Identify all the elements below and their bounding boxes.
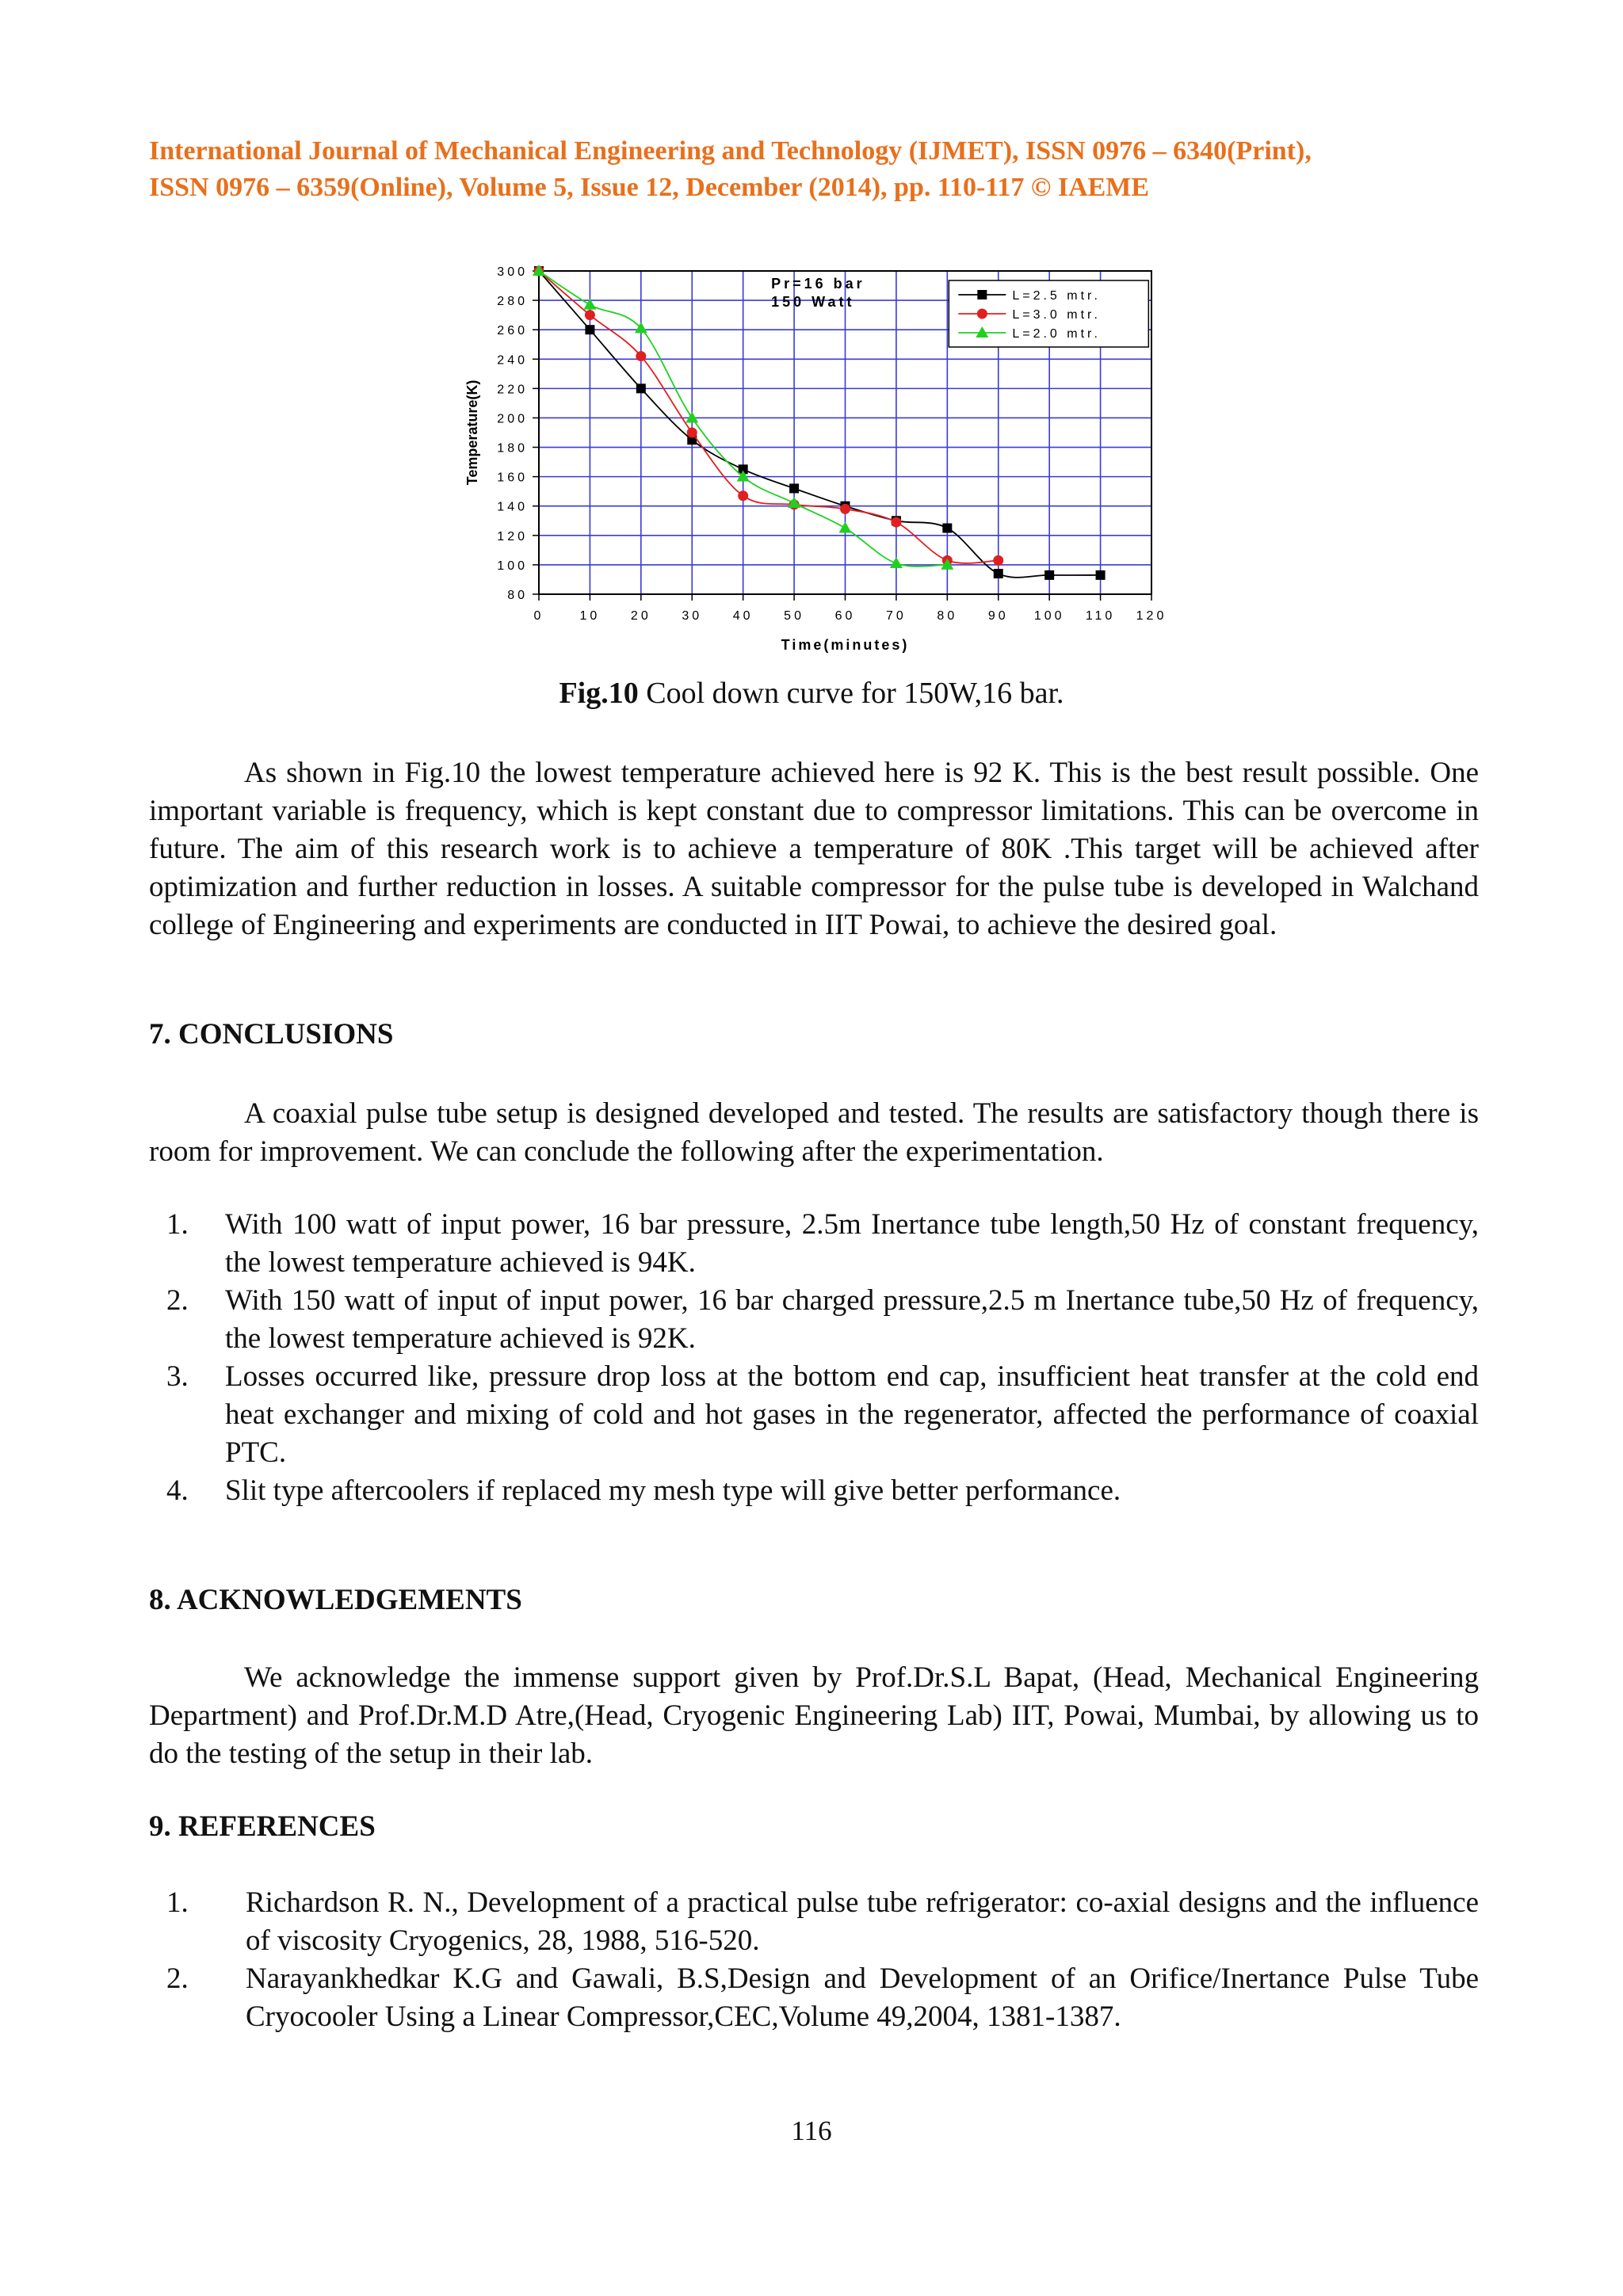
data-point-series-1 <box>789 483 799 493</box>
figure-label: Fig.10 <box>559 677 639 710</box>
chart-annotation: 150 Watt <box>771 294 855 310</box>
y-tick-label: 160 <box>497 471 528 485</box>
data-point-series-1 <box>942 524 952 533</box>
legend-label: L=2.0 mtr. <box>1012 327 1101 341</box>
data-point-series-2 <box>738 490 748 501</box>
list-item: 1. With 100 watt of input power, 16 bar pressure, 2.5m Inertance tube length,50 Hz of constant frequency, the lowest temperature achieved is 94K. <box>166 1208 1479 1279</box>
section-acknowledgements-title: 8. ACKNOWLEDGEMENTS <box>149 1584 522 1616</box>
y-tick-label: 120 <box>497 529 528 543</box>
data-point-series-2 <box>891 517 901 528</box>
x-tick-label: 110 <box>1085 609 1116 623</box>
list-item: 3. Losses occurred like, pressure drop loss at the bottom end cap, insufficient heat transfer at the cold end heat exchanger and mixing of cold and hot gases in the regenerator, affected the performance of coaxial PTC. <box>166 1360 1479 1469</box>
result-paragraph: As shown in Fig.10 the lowest temperature achieved here is 92 K. This is the best result possible. One important variable is frequency, which is kept constant due to compressor limitations. This can be overcome in future. The aim of this research work is to achieve a temperature of 80K .This target will be achieved after optimization and further reduction in losses. A suitable compressor for the pulse tube is developed in Walchand college of Engineering and experiments are conducted in IIT Powai, to achieve the desired goal. <box>149 757 1479 941</box>
data-point-series-1 <box>1096 570 1106 580</box>
y-tick-label: 100 <box>497 559 528 573</box>
data-point-series-2 <box>687 428 697 438</box>
data-point-series-2 <box>993 555 1003 566</box>
data-point-series-2 <box>585 310 595 320</box>
y-tick-label: 220 <box>497 383 528 397</box>
data-point-series-3 <box>890 557 903 568</box>
y-tick-label: 140 <box>497 500 528 514</box>
data-point-series-2 <box>840 504 850 514</box>
acknowledgement-paragraph: We acknowledge the immense support given by Prof.Dr.S.L Bapat, (Head, Mechanical Engineering Department) and Prof.Dr.M.D Atre,(Head, Cryogenic Engineering Lab) IIT, Powai, Mumbai, by allowing us to do the testing of the setup in their lab. <box>149 1661 1479 1770</box>
data-point-series-1 <box>994 569 1003 578</box>
x-tick-label: 50 <box>784 609 804 623</box>
x-tick-label: 90 <box>987 609 1009 623</box>
legend-marker <box>977 290 987 299</box>
section-references-title: 9. REFERENCES <box>149 1810 376 1843</box>
chart-svg <box>444 254 1205 666</box>
x-tick-label: 0 <box>533 609 544 623</box>
list-item: 1. Richardson R. N., Development of a practical pulse tube refrigerator: co-axial designs and the influence of viscosity Cryogenics, 28, 1988, 516-520. <box>166 1886 1479 1957</box>
x-tick-label: 20 <box>630 609 651 623</box>
x-tick-label: 40 <box>732 609 754 623</box>
y-tick-label: 280 <box>497 295 528 309</box>
legend-label: L=2.5 mtr. <box>1012 289 1101 303</box>
x-tick-label: 120 <box>1136 609 1167 623</box>
conclusions-intro: A coaxial pulse tube setup is designed developed and tested. The results are satisfactory though there is room for improvement. We can conclude the following after the experimentation. <box>149 1097 1479 1168</box>
x-tick-label: 30 <box>682 609 703 623</box>
y-tick-label: 180 <box>497 441 528 456</box>
conclusions-list <box>149 1206 1479 1510</box>
cooldown-chart <box>444 254 1205 666</box>
y-axis-label: Temperature(K) <box>464 379 480 486</box>
x-tick-label: 100 <box>1033 609 1065 623</box>
y-tick-label: 200 <box>497 412 528 426</box>
x-tick-label: 80 <box>937 609 958 623</box>
list-item: 2. Narayankhedkar K.G and Gawali, B.S,Design and Development of an Orifice/Inertance Pulse Tube Cryocooler Using a Linear Compressor,CEC,Volume 49,2004, 1381-1387. <box>166 1962 1479 2033</box>
figure-caption <box>0 676 1623 711</box>
x-tick-label: 10 <box>579 609 601 623</box>
journal-header-line1: International Journal of Mechanical Engineering and Technology (IJMET), ISSN 0976 – 6340(Print), <box>149 136 1312 166</box>
series-line-2 <box>539 271 999 563</box>
data-point-series-1 <box>1044 570 1054 580</box>
page-number: 116 <box>791 2115 832 2146</box>
data-point-series-3 <box>685 411 698 422</box>
figure-caption-text: Cool down curve for 150W,16 bar. <box>638 677 1064 710</box>
data-point-series-1 <box>636 383 646 393</box>
x-tick-label: 60 <box>834 609 856 623</box>
x-axis-label: Time(minutes) <box>781 637 910 653</box>
references-list <box>149 1884 1479 2036</box>
legend-marker <box>977 309 987 319</box>
y-tick-label: 80 <box>507 589 528 602</box>
journal-header <box>149 133 1480 206</box>
y-tick-label: 260 <box>497 324 528 338</box>
x-tick-label: 70 <box>886 609 907 623</box>
y-tick-label: 240 <box>497 353 528 368</box>
chart-annotation: Pr=16 bar <box>771 276 865 292</box>
data-point-series-3 <box>839 522 852 533</box>
list-item: 2. With 150 watt of input of input power, 16 bar charged pressure,2.5 m Inertance tube,50 Hz of frequency, the lowest temperature achieved is 92K. <box>166 1284 1479 1355</box>
journal-header-line2: ISSN 0976 – 6359(Online), Volume 5, Issue 12, December (2014), pp. 110-117 © IAEME <box>149 173 1150 202</box>
section-conclusions-title: 7. CONCLUSIONS <box>149 1018 394 1051</box>
data-point-series-2 <box>636 351 646 361</box>
y-tick-label: 300 <box>497 265 528 279</box>
legend-label: L=3.0 mtr. <box>1012 308 1101 322</box>
data-point-series-1 <box>585 325 594 334</box>
list-item: 4. Slit type aftercoolers if replaced my mesh type will give better performance. <box>166 1474 1121 1507</box>
